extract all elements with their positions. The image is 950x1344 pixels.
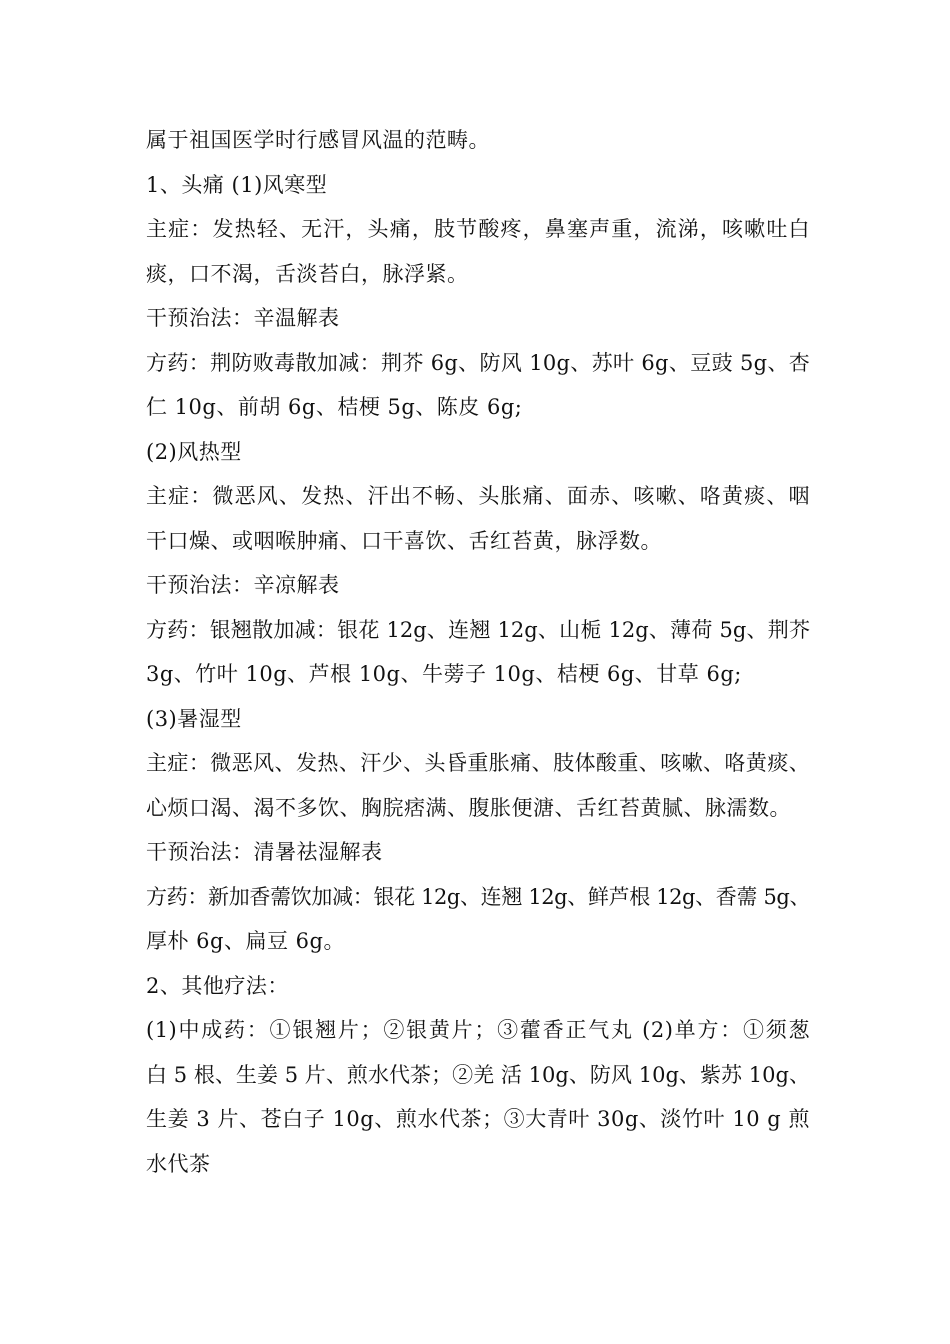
document-body [146,118,810,1186]
subsection-heading: (2)风热型 [146,439,242,464]
text-line: 仁 10g、前胡 6g、桔梗 5g、陈皮 6g; [146,395,523,419]
section-heading: 2、其他疗法： [146,973,289,998]
text-line: 方药：荆防败毒散加减：荆芥 6g、防风 10g、苏叶 6g、豆豉 5g、杏 [146,350,810,375]
text-line: 主症：微恶风、发热、汗少、头昏重胀痛、肢体酸重、咳嗽、咯黄痰、 [146,751,810,775]
text-line: 干预治法：辛凉解表 [146,573,340,597]
text-line: 3g、竹叶 10g、芦根 10g、牛蒡子 10g、桔梗 6g、甘草 6g; [146,662,742,686]
text-line: 厚朴 6g、扁豆 6g。 [146,929,345,953]
text-line: 痰，口不渴，舌淡苔白，脉浮紧。 [146,261,469,286]
text-line: 主症：发热轻、无汗，头痛，肢节酸疼，鼻塞声重，流涕，咳嗽吐白 [146,217,810,241]
text-line: 干预治法：辛温解表 [146,306,340,330]
text-line: 生姜 3 片、苍白子 10g、煎水代茶；③大青叶 30g、淡竹叶 10 g 煎 [146,1107,810,1131]
text-line: (1)中成药：①银翘片；②银黄片；③藿香正气丸 (2)单方：①须葱 [146,1018,810,1042]
text-line: 方药：银翘散加减：银花 12g、连翘 12g、山栀 12g、薄荷 5g、荆芥 [146,617,810,642]
text-line: 白 5 根、生姜 5 片、煎水代茶；②羌 活 10g、防风 10g、紫苏 10g、 [146,1062,810,1087]
text-line: 心烦口渴、渴不多饮、胸脘痞满、腹胀便溏、舌红苔黄腻、脉濡数。 [146,795,791,820]
text-line: 方药：新加香薷饮加减：银花 12g、连翘 12g、鲜芦根 12g、香薷 5g、 [146,884,810,909]
text-line: 属于祖国医学时行感冒风温的范畴。 [146,128,490,152]
text-line: 干口燥、或咽喉肿痛、口干喜饮、舌红苔黄，脉浮数。 [146,528,662,553]
text-line: 干预治法：清暑祛湿解表 [146,840,383,864]
section-heading: 1、头痛 (1)风寒型 [146,172,328,197]
subsection-heading: (3)暑湿型 [146,706,242,731]
text-line: 主症：微恶风、发热、汗出不畅、头胀痛、面赤、咳嗽、咯黄痰、咽 [146,484,810,508]
text-line: 水代茶 [146,1151,211,1176]
